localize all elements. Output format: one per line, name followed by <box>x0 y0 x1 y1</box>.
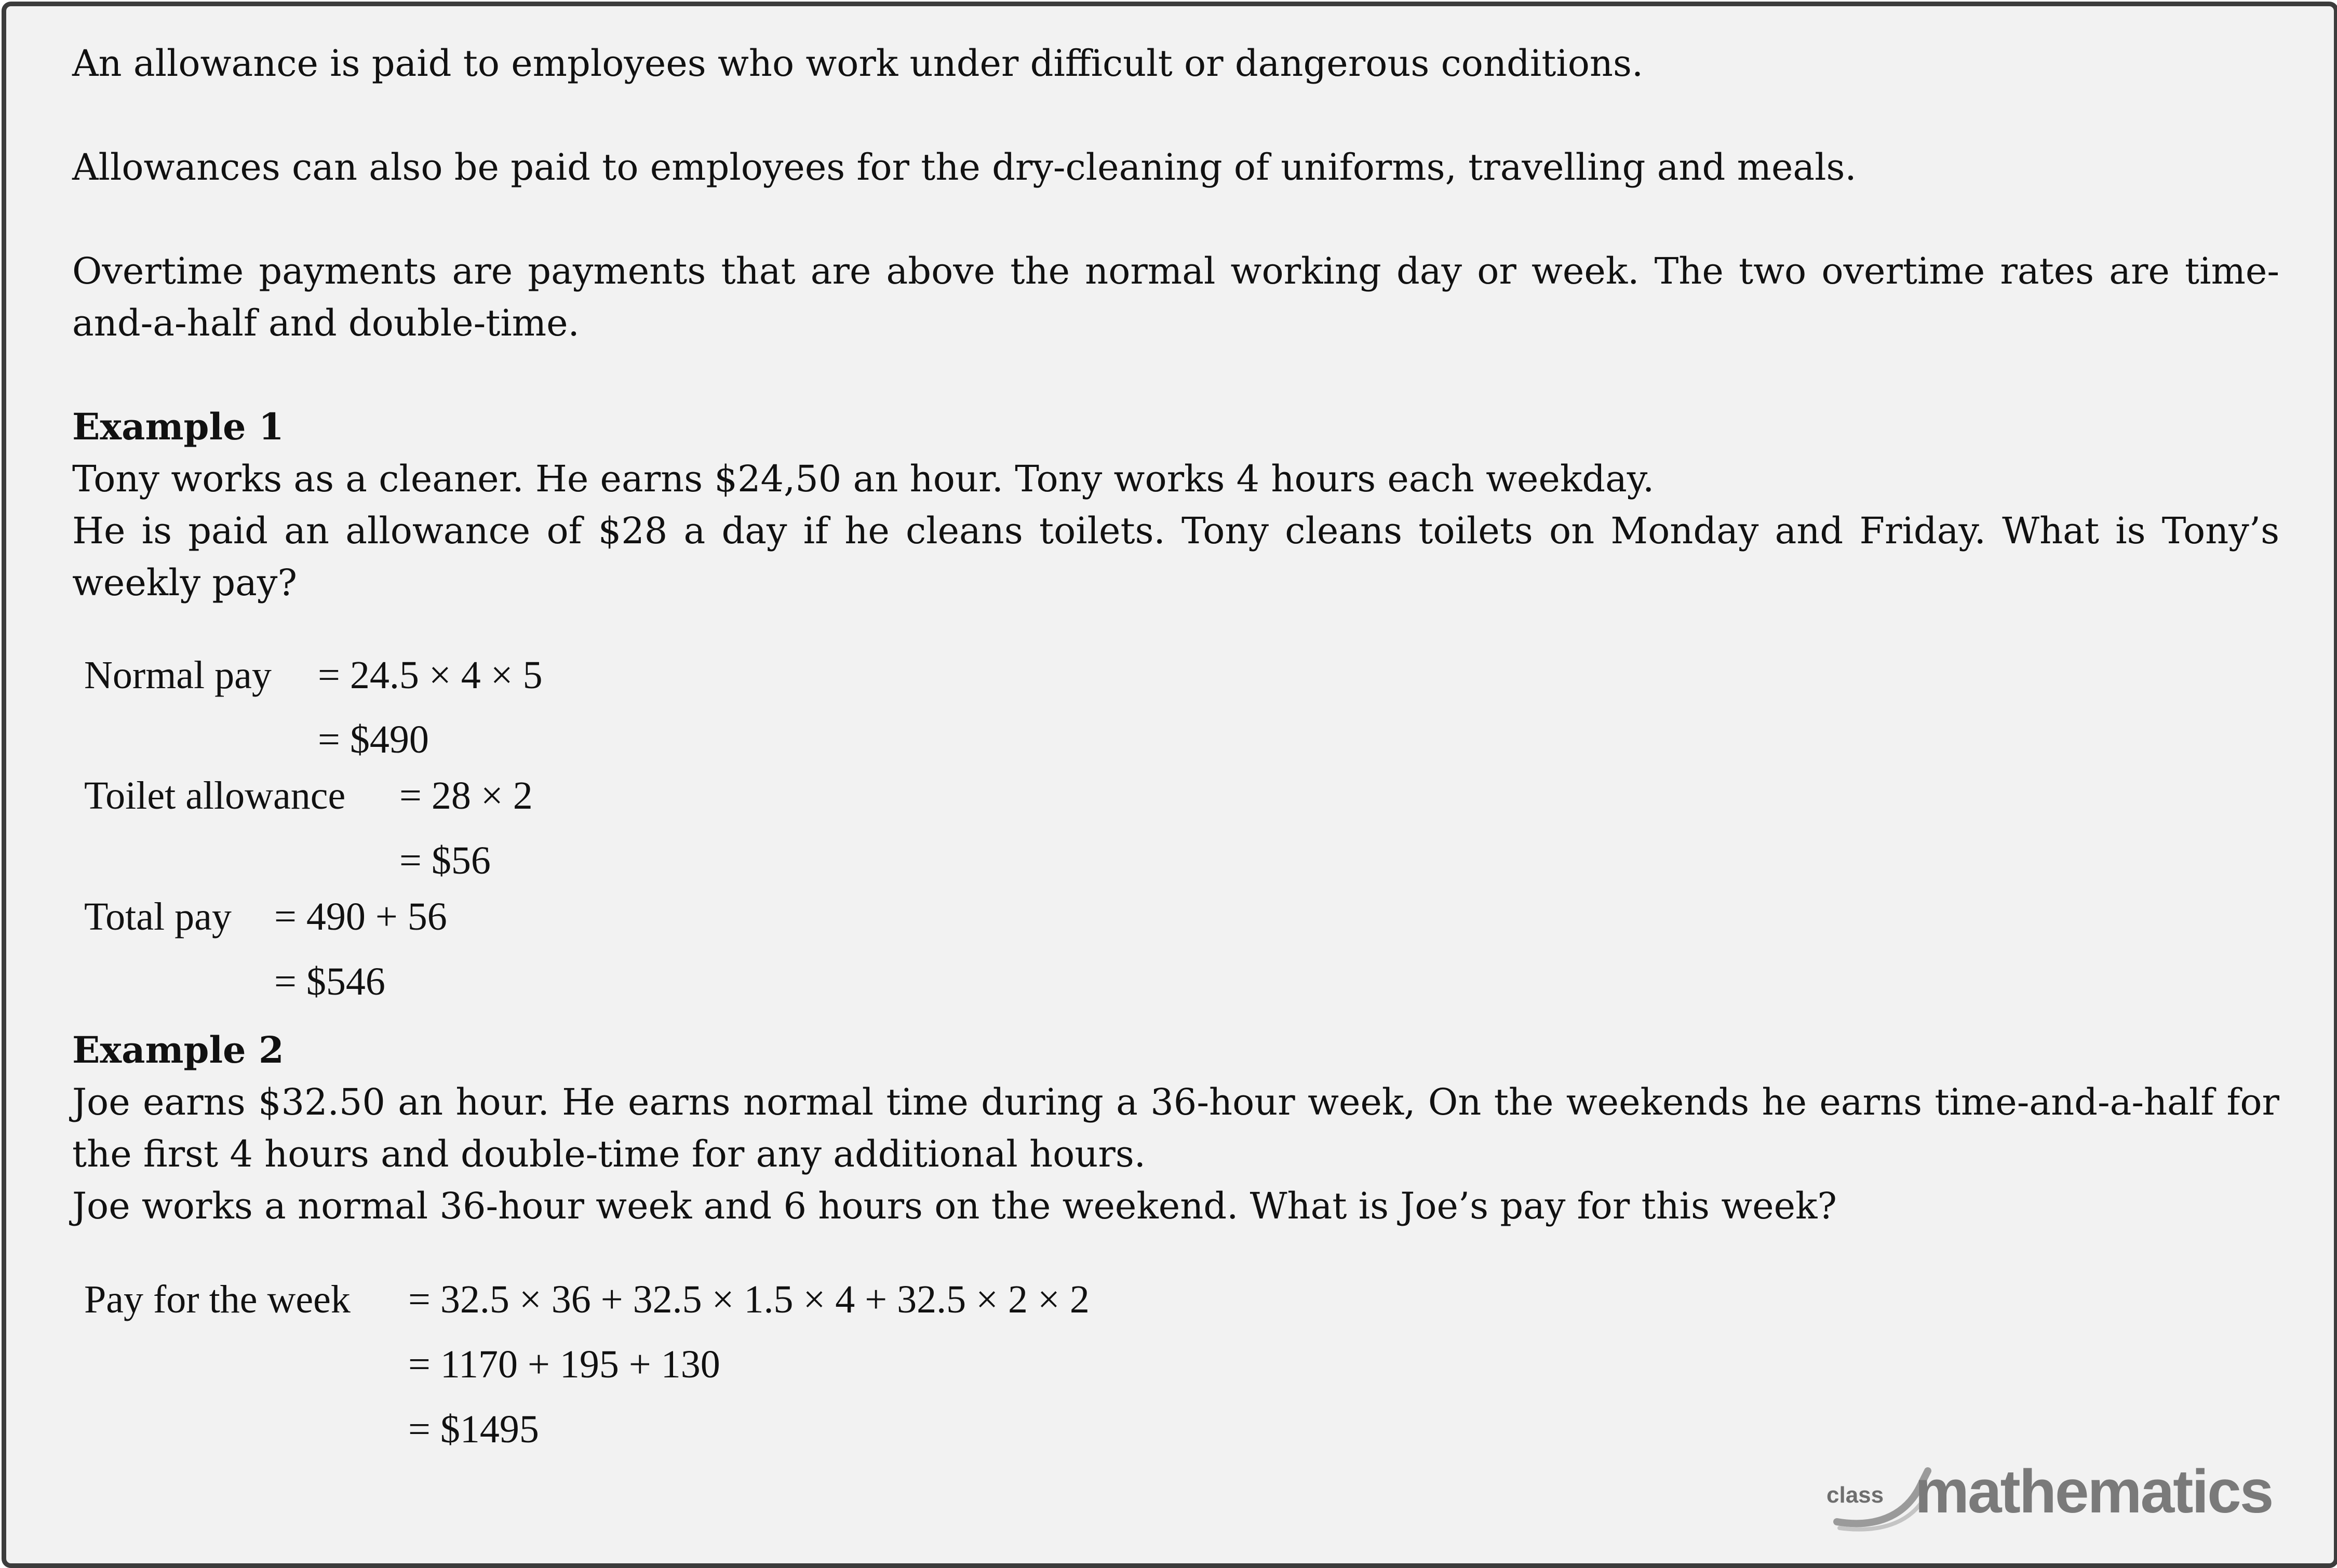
total-pay-equation-2: = $546 <box>274 960 385 1003</box>
example-2-heading: Example 2 <box>72 1028 284 1071</box>
total-pay-equation-1: = 490 + 56 <box>274 895 447 939</box>
week-pay-label: Pay for the week <box>84 1278 351 1321</box>
logo-mathematics-text: mathematics <box>1915 1457 2273 1526</box>
example-2-line-1: Joe earns $32.50 an hour. He earns normal time during a 36-hour week, On the weekends he earns time-and-a-half for the first 4 hours and double-time for any additional hours. <box>72 1081 2279 1175</box>
intro-paragraph-other-allowances: Allowances can also be paid to employees for the dry-cleaning of uniforms, travelling and meals. <box>72 146 1857 189</box>
normal-pay-equation-1: = 24.5 × 4 × 5 <box>318 653 543 697</box>
example-2-line-2: Joe works a normal 36-hour week and 6 hours on the weekend. What is Joe’s pay for this week? <box>72 1185 1837 1227</box>
class-mathematics-logo <box>1826 1455 2284 1533</box>
total-pay-label: Total pay <box>84 895 232 939</box>
normal-pay-label: Normal pay <box>84 653 272 697</box>
week-pay-equation-2: = 1170 + 195 + 130 <box>408 1343 720 1386</box>
example-1-line-1: Tony works as a cleaner. He earns $24,50 an hour. Tony works 4 hours each weekday. <box>72 458 1655 500</box>
week-pay-equation-1: = 32.5 × 36 + 32.5 × 1.5 × 4 + 32.5 × 2 × 2 <box>408 1278 1090 1321</box>
toilet-allowance-label: Toilet allowance <box>84 774 346 817</box>
intro-paragraph-allowance: An allowance is paid to employees who work under difficult or dangerous conditions. <box>72 42 1644 85</box>
intro-paragraph-overtime: Overtime payments are payments that are above the normal working day or week. The two overtime rates are time-and-a-half and double-time. <box>72 250 2279 344</box>
toilet-allowance-equation-1: = 28 × 2 <box>399 774 533 817</box>
content-card <box>2 2 2337 1568</box>
week-pay-equation-3: = $1495 <box>408 1408 539 1451</box>
toilet-allowance-equation-2: = $56 <box>399 839 491 882</box>
example-1-heading: Example 1 <box>72 405 284 448</box>
logo-class-text: class <box>1826 1482 1884 1508</box>
example-1-line-2: He is paid an allowance of $28 a day if he cleans toilets. Tony cleans toilets on Monday and Friday. What is Tony’s weekly pay? <box>72 510 2279 604</box>
normal-pay-equation-2: = $490 <box>318 718 429 761</box>
